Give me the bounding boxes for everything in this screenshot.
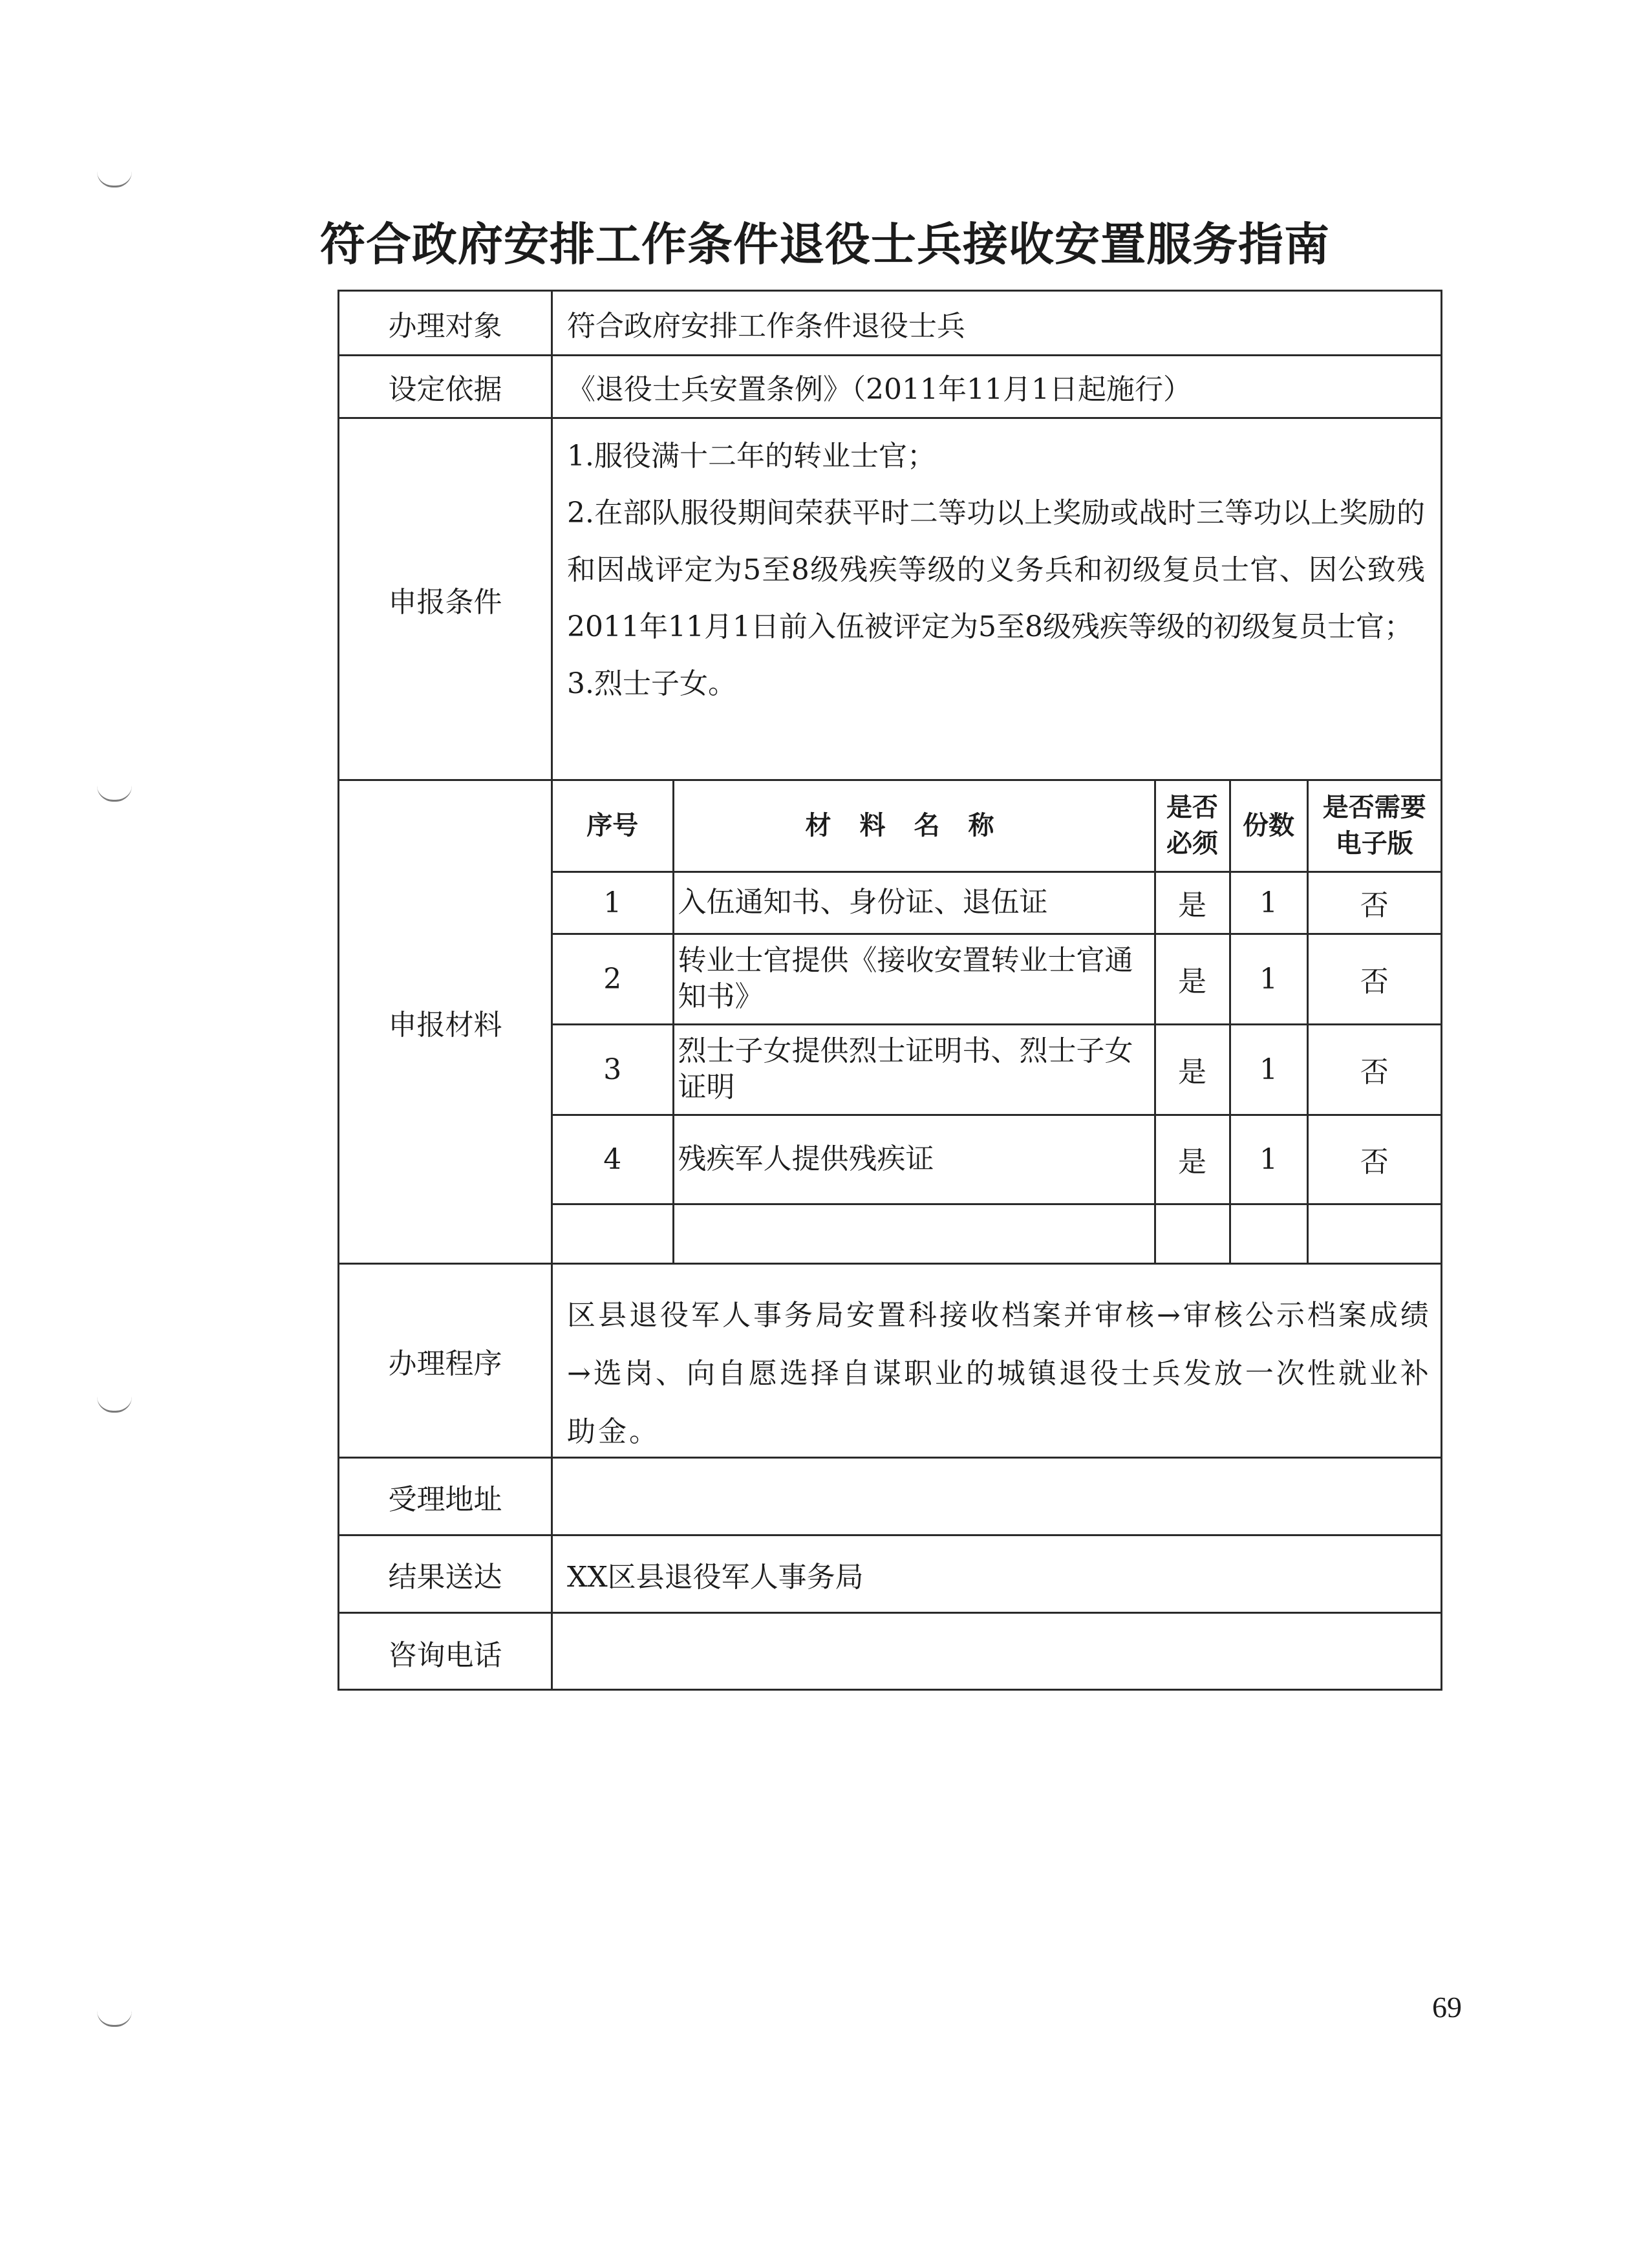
- page-number: 69: [1432, 1991, 1462, 2024]
- cell-copies: 1: [1230, 872, 1307, 934]
- table-row: [553, 1115, 1441, 1204]
- row-label: 申报材料: [339, 781, 553, 1263]
- cell-name: 烈士子女提供烈士证明书、烈士子女证明: [673, 1024, 1155, 1115]
- cell-empty: [553, 1204, 673, 1265]
- row-label: 咨询电话: [339, 1614, 553, 1691]
- cell-electronic: 否: [1307, 872, 1441, 934]
- header-electronic-line: 电子版: [1335, 828, 1413, 859]
- header-required: [1155, 781, 1230, 872]
- header-name: 材料名称: [673, 781, 1155, 872]
- row-label: 申报条件: [339, 419, 553, 779]
- row-label: 办理程序: [339, 1265, 553, 1457]
- row-label: 设定依据: [339, 356, 553, 417]
- conditions-list: [553, 419, 1441, 779]
- cell-copies: 1: [1230, 1115, 1307, 1204]
- row-value: XX区县退役军人事务局: [567, 1560, 864, 1594]
- cell-name: 残疾军人提供残疾证: [673, 1115, 1155, 1204]
- binding-hole-mark: [97, 786, 132, 802]
- table-row: [553, 1024, 1441, 1115]
- cell-electronic: 否: [1307, 1115, 1441, 1204]
- row-value: 符合政府安排工作条件退役士兵: [567, 309, 965, 343]
- materials-header-row: [553, 781, 1441, 872]
- cell-electronic: 否: [1307, 934, 1441, 1024]
- binding-hole-mark: [97, 171, 132, 187]
- row-value: [553, 1614, 1441, 1691]
- row-materials: [339, 781, 1441, 1265]
- cell-seq: 4: [553, 1115, 673, 1204]
- cell-empty: [1230, 1204, 1307, 1265]
- cell-seq: 1: [553, 872, 673, 934]
- row-address: [339, 1459, 1441, 1536]
- condition-item: 3.烈士子女。: [567, 667, 736, 700]
- row-value: 《退役士兵安置条例》（2011年11月1日起施行）: [567, 373, 1192, 406]
- cell-seq: 2: [553, 934, 673, 1024]
- condition-item: 2.在部队服役期间荣获平时二等功以上奖励或战时三等功以上奖励的和因战评定为5至8级残疾等级的义务兵和初级复员士官、因公致残2011年11月1日前入伍被评定为5至8级残疾等级的初级复员士官；: [567, 497, 1425, 643]
- row-label: 结果送达: [339, 1536, 553, 1612]
- service-guide-table: [338, 290, 1442, 1691]
- header-electronic-line: 是否需要: [1322, 792, 1426, 823]
- header-electronic: [1307, 781, 1441, 872]
- binding-hole-mark: [97, 1396, 132, 1413]
- row-basis: [339, 356, 1441, 419]
- cell-copies: 1: [1230, 934, 1307, 1024]
- cell-copies: 1: [1230, 1024, 1307, 1115]
- row-label: 受理地址: [339, 1459, 553, 1534]
- row-value: [553, 1459, 1441, 1534]
- row-phone: [339, 1614, 1441, 1691]
- row-procedure: [339, 1265, 1441, 1459]
- row-delivery: [339, 1536, 1441, 1614]
- table-row: [553, 872, 1441, 934]
- materials-table: [553, 781, 1441, 1263]
- header-seq: 序号: [553, 781, 673, 872]
- row-target: [339, 292, 1441, 356]
- table-row: [553, 934, 1441, 1024]
- cell-empty: [673, 1204, 1155, 1265]
- cell-required: 是: [1155, 872, 1230, 934]
- condition-item: 1.服役满十二年的转业士官；: [567, 440, 936, 473]
- table-row-empty: [553, 1204, 1441, 1265]
- cell-electronic: 否: [1307, 1024, 1441, 1115]
- cell-name: 转业士官提供《接收安置转业士官通知书》: [673, 934, 1155, 1024]
- row-label: 办理对象: [339, 292, 553, 354]
- cell-seq: 3: [553, 1024, 673, 1115]
- procedure-text: 区县退役军人事务局安置科接收档案并审核→审核公示档案成绩→选岗、向自愿选择自谋职业的城镇退役士兵发放一次性就业补助金。: [567, 1299, 1431, 1448]
- header-copies: 份数: [1230, 781, 1307, 872]
- cell-name: 入伍通知书、身份证、退伍证: [673, 872, 1155, 934]
- cell-required: 是: [1155, 1024, 1230, 1115]
- binding-hole-mark: [97, 2011, 132, 2027]
- cell-required: 是: [1155, 934, 1230, 1024]
- cell-empty: [1307, 1204, 1441, 1265]
- row-conditions: [339, 419, 1441, 781]
- cell-required: 是: [1155, 1115, 1230, 1204]
- page-title: 符合政府安排工作条件退役士兵接收安置服务指南: [320, 218, 1330, 271]
- header-required-line: 必须: [1166, 828, 1218, 859]
- cell-empty: [1155, 1204, 1230, 1265]
- header-required-line: 是否: [1166, 792, 1218, 823]
